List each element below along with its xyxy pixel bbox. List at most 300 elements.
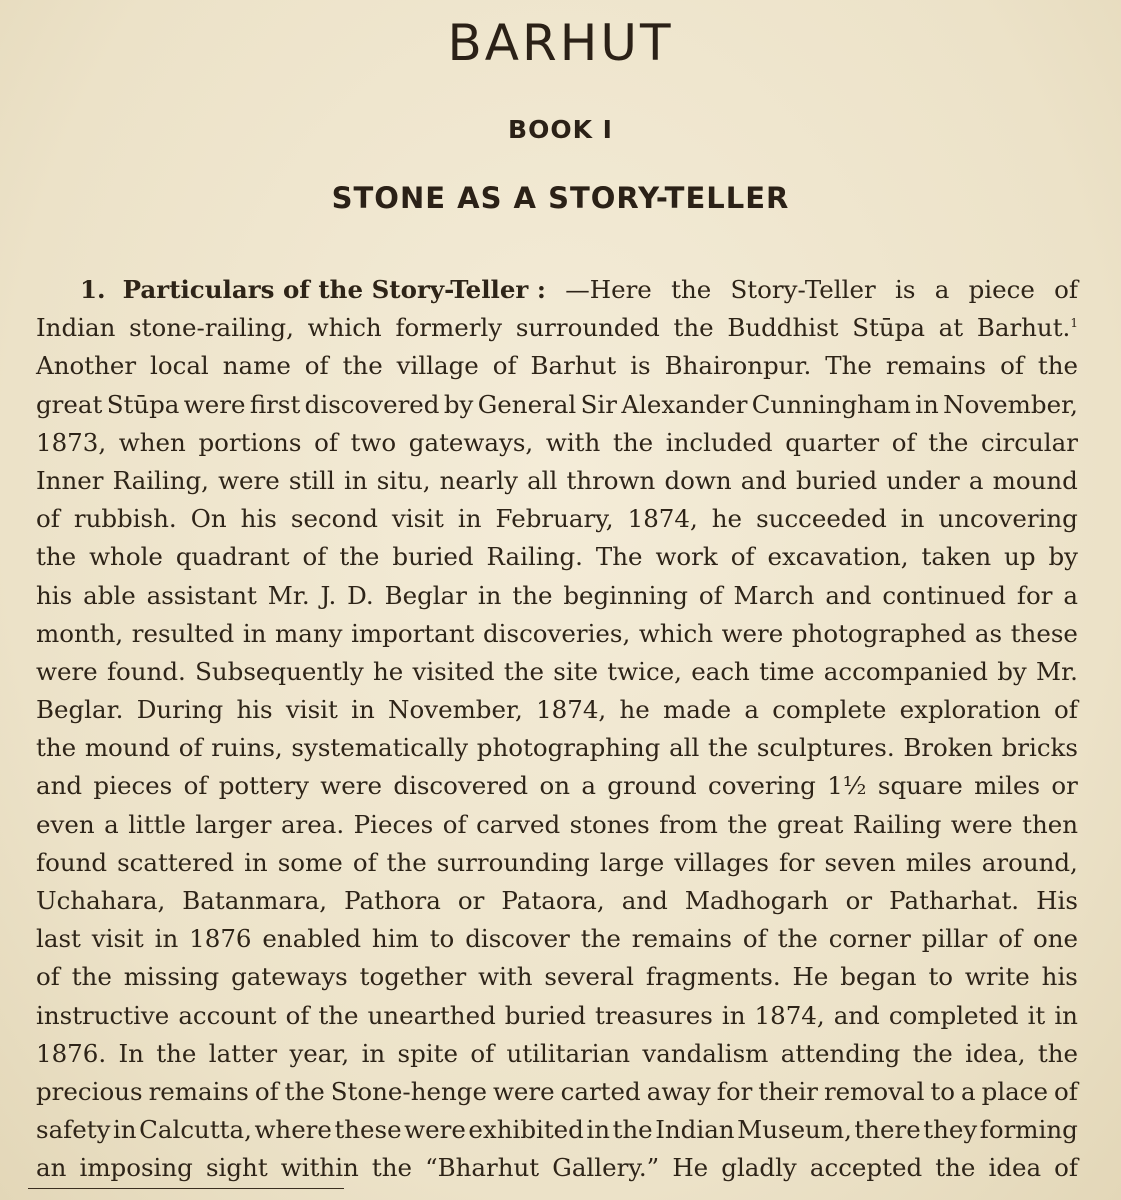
text-word: Pathora [344, 886, 441, 915]
text-word: to [429, 924, 455, 954]
text-word: or [1051, 771, 1078, 801]
text-word: ground [607, 771, 697, 801]
text-word: the [71, 962, 112, 992]
text-word: “Bharhut [425, 1153, 540, 1183]
text-word: when [118, 427, 186, 457]
text-word: of [742, 924, 767, 954]
text-word: imposing [79, 1153, 193, 1183]
text-word: the [318, 1000, 359, 1030]
text-word: their [758, 1076, 818, 1106]
text-word: from [659, 809, 718, 839]
text-word: Madhogarh [684, 886, 829, 915]
text-word: which [307, 313, 382, 343]
text-word: the [503, 656, 544, 686]
text-word: spite [397, 1038, 458, 1068]
text-word: During [136, 695, 224, 725]
text-line [36, 844, 1078, 882]
text-word: remains [148, 1076, 249, 1106]
text-word: Mr. [267, 580, 310, 610]
text-line [36, 500, 1078, 538]
text-word: with [478, 962, 533, 992]
text-word: in [154, 924, 179, 954]
text-word: under [886, 465, 960, 495]
text-word: attending [780, 1038, 901, 1068]
text-word: large [599, 847, 665, 877]
text-line [36, 882, 1078, 920]
text-word: miles [905, 847, 972, 877]
page-title: BARHUT [447, 14, 674, 72]
text-word: the [928, 427, 969, 457]
text-word: D. [347, 580, 374, 610]
text-word: The [595, 542, 643, 572]
text-word: in [343, 465, 368, 495]
text-word: were [36, 656, 98, 686]
text-word: to [930, 1076, 956, 1106]
text-word: Broken [903, 733, 993, 763]
text-word: piece [968, 275, 1035, 304]
text-word: buried [392, 542, 474, 572]
text-word: photographing [476, 733, 661, 763]
text-word: in [242, 618, 267, 648]
text-word: unearthed [367, 1000, 496, 1030]
text-word: him [371, 924, 419, 954]
text-word: made [663, 695, 732, 725]
text-word: the [386, 847, 427, 877]
text-word: of [1054, 695, 1078, 725]
text-line [36, 767, 1078, 805]
text-word: were [721, 618, 784, 648]
text-word: discover [465, 924, 570, 954]
text-word: accompanied [823, 656, 988, 686]
text-word: Another [36, 351, 137, 381]
text-word: complete [772, 695, 887, 725]
text-word: they [923, 1115, 978, 1145]
text-word: discovered [304, 389, 440, 419]
text-word: of [492, 351, 517, 381]
text-word: of [36, 504, 60, 534]
text-word: he [619, 695, 650, 725]
text-word: Gallery.” [552, 1153, 660, 1183]
text-word: systematically [291, 733, 469, 763]
text-word: visit [391, 504, 444, 534]
text-word: the [777, 924, 818, 954]
text-word: for [1016, 580, 1053, 610]
text-word: there [854, 1115, 921, 1145]
text-word: Indian [36, 313, 116, 343]
text-word: and [740, 465, 787, 495]
text-word: in [361, 1038, 386, 1068]
text-line [36, 653, 1078, 691]
text-word: sculptures. [756, 733, 895, 763]
text-word: Alexander [621, 389, 748, 419]
text-word: included [665, 427, 773, 457]
text-word: important [351, 618, 475, 648]
text-word: taken [921, 542, 992, 572]
text-word: write [964, 962, 1030, 992]
text-word: 1874, [627, 504, 698, 534]
text-word: exhibited [468, 1115, 584, 1145]
text-line [36, 1073, 1078, 1111]
text-word: vandalism [642, 1038, 769, 1068]
text-word: Railing [852, 809, 942, 839]
text-word: sight [205, 1153, 268, 1183]
text-word: time [759, 656, 815, 686]
text-line [36, 958, 1078, 996]
text-word: in [244, 847, 268, 877]
text-word: covering [708, 771, 816, 801]
text-word: of [36, 962, 60, 992]
text-word: and [36, 771, 83, 801]
text-word: a [1063, 580, 1078, 610]
text-word: ruins, [211, 733, 283, 763]
text-word: the [36, 733, 77, 763]
text-word: visit [285, 695, 338, 725]
text-word: year, [289, 1038, 350, 1068]
text-word: in [457, 504, 482, 534]
text-line [36, 1149, 1078, 1187]
text-word: gateways [231, 962, 348, 992]
text-word: in [586, 1115, 611, 1145]
text-word: excavation, [767, 542, 909, 572]
text-word: account [178, 1000, 277, 1030]
text-word: his [240, 504, 277, 534]
text-word: able [83, 580, 136, 610]
text-word: of [304, 351, 329, 381]
text-word: together [359, 962, 467, 992]
text-word: Uchahara, [36, 886, 166, 915]
text-word: buried [795, 465, 878, 495]
text-word: of [730, 542, 755, 572]
text-word: some [277, 847, 343, 877]
text-word: the [512, 580, 553, 610]
text-word: little [128, 809, 186, 839]
text-word: all [669, 733, 700, 763]
text-word: many [275, 618, 343, 648]
text-word: quadrant [175, 542, 290, 572]
text-word: —Here [565, 275, 652, 304]
text-word: then [1022, 809, 1078, 839]
text-word: the [156, 1038, 197, 1068]
text-word: village [396, 351, 479, 381]
text-word: great [36, 389, 103, 419]
text-word: surrounded [515, 313, 660, 343]
footnote-marker: 1 [1070, 316, 1078, 331]
text-word: villages [674, 847, 769, 877]
text-word: were [492, 1076, 555, 1106]
text-word: carted [560, 1076, 641, 1106]
text-word: were [404, 1115, 466, 1145]
text-word: His [1036, 886, 1078, 915]
text-line [36, 577, 1078, 615]
text-word: up [1004, 542, 1036, 572]
text-word: the [284, 1076, 325, 1106]
text-word: the [671, 275, 712, 304]
text-word: of [302, 542, 327, 572]
text-word: the [1037, 1038, 1078, 1068]
text-word: of [254, 1076, 279, 1106]
text-word: November, [388, 695, 523, 725]
text-word: Mr. [1035, 656, 1078, 686]
text-word: Railing. [486, 542, 583, 572]
text-word: of [1054, 1153, 1078, 1183]
text-word: Barhut.$^1$ [976, 313, 1078, 343]
text-word: several [544, 962, 634, 992]
text-word: of [1000, 351, 1024, 381]
text-line [36, 1035, 1078, 1073]
text-word: a [104, 809, 119, 839]
text-line [36, 920, 1078, 958]
text-word: in [721, 1000, 746, 1030]
text-word: in [351, 695, 375, 725]
text-word: Indian [655, 1115, 735, 1145]
text-word: his [36, 580, 73, 610]
text-word: which [638, 618, 713, 648]
text-line [36, 538, 1078, 576]
text-line [36, 1111, 1078, 1149]
text-line [36, 997, 1078, 1035]
text-word: down [664, 465, 732, 495]
text-word: area. [280, 809, 345, 839]
text-word: it [1027, 1000, 1046, 1030]
book-number: BOOK I [508, 115, 613, 144]
text-word: place [981, 1076, 1049, 1106]
text-word: Inner [36, 465, 104, 495]
text-word: gateways, [408, 427, 534, 457]
text-word: corner [828, 924, 911, 954]
text-line [36, 729, 1078, 767]
text-word: in [112, 1115, 137, 1145]
text-word: instructive [36, 1000, 170, 1030]
text-word: completed [888, 1000, 1019, 1030]
text-word: a [744, 695, 759, 725]
text-word: He [792, 962, 829, 992]
text-word: The [825, 351, 872, 381]
text-word: of [1054, 275, 1078, 304]
text-word: Bhaironpur. [664, 351, 812, 381]
text-line [36, 806, 1078, 844]
text-word: a [581, 771, 596, 801]
chapter-title: STONE AS A STORY-TELLER [331, 181, 790, 215]
text-word: 1874, [754, 1000, 825, 1030]
text-word: General [477, 389, 577, 419]
text-word: he [711, 504, 743, 534]
text-word: the [673, 313, 714, 343]
text-word: of [998, 924, 1023, 954]
text-word: Barhut [530, 351, 617, 381]
text-word: of [178, 733, 203, 763]
text-word: of [352, 847, 377, 877]
text-word: 1873, [36, 427, 107, 457]
text-word: the [912, 1038, 953, 1068]
text-word: and [833, 1000, 880, 1030]
text-word: exploration [899, 695, 1041, 725]
text-word: the [1037, 351, 1078, 381]
text-word: of [698, 580, 723, 610]
text-word: missing [123, 962, 220, 992]
section-heading [80, 271, 546, 309]
text-word: surrounding [436, 847, 590, 877]
text-word: treasures [595, 1000, 713, 1030]
text-word: square [877, 771, 963, 801]
text-word: name [222, 351, 291, 381]
text-word: thrown [566, 465, 656, 495]
text-word: even [36, 809, 95, 839]
text-word: were [950, 809, 1013, 839]
text-word: Pataora, [501, 886, 605, 915]
text-word: mound [84, 733, 171, 763]
text-word: still [288, 465, 335, 495]
text-word: all [527, 465, 558, 495]
text-word: one [1032, 924, 1078, 954]
text-word: Cunningham [751, 389, 911, 419]
text-word: twice, [607, 656, 682, 686]
text-word: seven [824, 847, 896, 877]
text-word: stones [569, 809, 650, 839]
text-word: November, [943, 389, 1078, 419]
text-word: Beglar. [36, 695, 124, 725]
text-word: He [672, 1153, 709, 1183]
text-word: circular [981, 427, 1078, 457]
text-word: by [997, 656, 1027, 686]
text-word: of [1054, 1076, 1078, 1106]
text-word: or [457, 886, 485, 915]
text-word: remains [885, 351, 987, 381]
text-word: Stone-henge [330, 1076, 487, 1106]
text-word: In [118, 1038, 144, 1068]
text-word: local [150, 351, 209, 381]
text-word: Museum, [737, 1115, 852, 1145]
section-first-line [36, 271, 1078, 309]
text-line [36, 691, 1078, 729]
text-word: in [1054, 1000, 1078, 1030]
text-word: removal [823, 1076, 925, 1106]
text-word: Railing, [112, 465, 209, 495]
text-word: a [968, 465, 984, 495]
text-word: carved [476, 809, 561, 839]
text-word: Pieces [353, 809, 434, 839]
text-word: Subsequently [195, 656, 364, 686]
text-word: photographed [791, 618, 967, 648]
text-word: precious [36, 1076, 143, 1106]
text-word: by [443, 389, 474, 419]
text-word: he [372, 656, 404, 686]
text-word: stone-railing, [129, 313, 294, 343]
text-line [36, 347, 1078, 385]
text-word: assistant [146, 580, 257, 610]
text-word: first [249, 389, 301, 419]
text-word: visited [412, 656, 495, 686]
text-word: two [350, 427, 397, 457]
text-word: for [716, 1076, 753, 1106]
text-word: of [891, 427, 916, 457]
text-word: mound [992, 465, 1078, 495]
text-word: an [36, 1153, 67, 1183]
text-word: succeeded [756, 504, 887, 534]
text-word: of [314, 427, 338, 457]
text-word: were [320, 771, 382, 801]
text-word: rubbish. [73, 504, 177, 534]
text-word: second [290, 504, 378, 534]
text-word: by [1048, 542, 1078, 572]
text-word: latter [208, 1038, 278, 1068]
footnote-divider [28, 1188, 344, 1189]
text-word: great [777, 809, 844, 839]
text-word: in [915, 389, 939, 419]
text-word: pillar [921, 924, 988, 954]
text-word: utilitarian [506, 1038, 631, 1068]
text-word: a [934, 275, 950, 304]
text-word: these [1010, 618, 1078, 648]
text-word: Calcutta, [139, 1115, 252, 1145]
text-word: each [691, 656, 750, 686]
text-word: On [190, 504, 227, 534]
text-word: his [236, 695, 273, 725]
text-word: nearly [439, 465, 518, 495]
text-line [36, 386, 1078, 424]
text-word: visit [91, 924, 144, 954]
text-word: 1½ [827, 771, 867, 801]
text-line [36, 462, 1078, 500]
text-word: were [183, 389, 246, 419]
text-word: and [621, 886, 668, 915]
text-word: portions [198, 427, 302, 457]
text-word: for [778, 847, 815, 877]
text-word: is [894, 275, 916, 304]
text-word: idea [988, 1153, 1042, 1183]
text-word: is [630, 351, 651, 381]
text-word: resulted [131, 618, 235, 648]
text-word: uncovering [938, 504, 1078, 534]
text-line [36, 615, 1078, 653]
text-word: of [183, 771, 208, 801]
text-word: these [334, 1115, 402, 1145]
text-word: situ, [376, 465, 431, 495]
text-word: pottery [218, 771, 309, 801]
text-word: Buddhist [727, 313, 839, 343]
text-word: 1876. [36, 1038, 107, 1068]
text-word: Sir [580, 389, 617, 419]
text-word: continued [882, 580, 1006, 610]
text-word: Stūpa [852, 313, 925, 343]
text-word: the [708, 733, 749, 763]
text-word: around, [981, 847, 1078, 877]
text-word: pieces [93, 771, 173, 801]
text-word: began [840, 962, 917, 992]
text-word: the [342, 351, 383, 381]
text-word: idea, [965, 1038, 1026, 1068]
text-word: Beglar [384, 580, 467, 610]
text-word: forming [979, 1115, 1078, 1145]
text-word: 1876 [189, 924, 252, 954]
text-word: in [477, 580, 502, 610]
text-word: bricks [1001, 733, 1078, 763]
text-word: the [371, 1153, 413, 1183]
text-word: on [539, 771, 570, 801]
text-word: quarter [785, 427, 880, 457]
text-word: work [655, 542, 718, 572]
text-word: site [553, 656, 599, 686]
text-word: buried [504, 1000, 586, 1030]
text-word: last [36, 924, 81, 954]
text-word: to [928, 962, 954, 992]
text-word: gladly [721, 1153, 797, 1183]
text-word: the [612, 427, 654, 457]
text-word: the [612, 1115, 653, 1145]
text-word: J. [320, 580, 337, 610]
text-line [36, 424, 1078, 462]
text-word: February, [495, 504, 614, 534]
text-word: with [545, 427, 601, 457]
